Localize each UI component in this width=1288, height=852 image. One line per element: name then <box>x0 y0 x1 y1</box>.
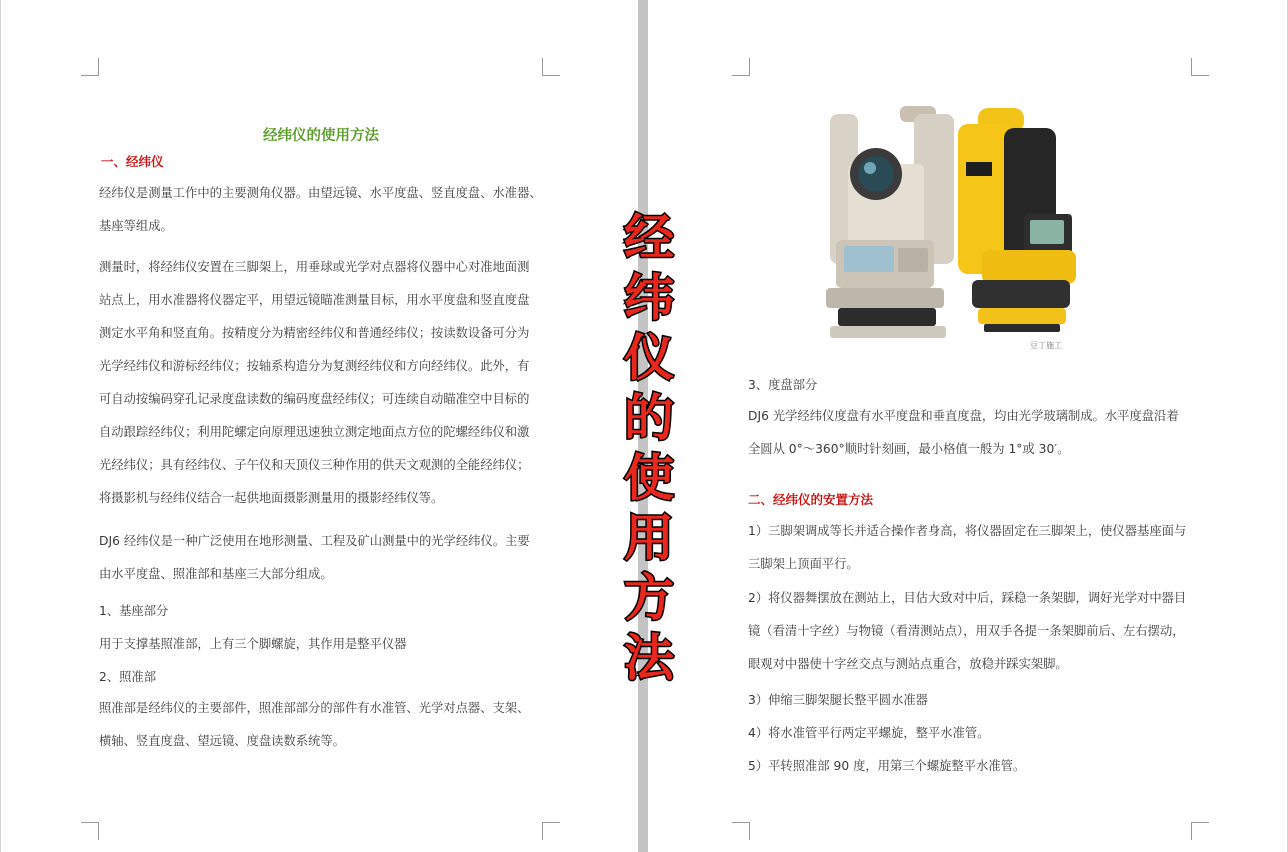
text-line: 三脚架上顶面平行。 <box>748 557 859 571</box>
photo-watermark: 豆丁施工 <box>1030 341 1062 350</box>
subheading-alidade: 2、照准部 <box>99 670 157 684</box>
paragraph-circle <box>748 400 1179 466</box>
overlay-char: 的 <box>624 389 674 447</box>
text-line: 测定水平角和竖直角。按精度分为精密经纬仪和普通经纬仪；按读数设备可分为 <box>99 326 530 340</box>
text-line: 横轴、竖直度盘、望远镜、度盘读数系统等。 <box>99 734 345 748</box>
overlay-char: 仪 <box>624 329 674 387</box>
paragraph-measurement <box>99 251 529 515</box>
text-line: 经纬仪是测量工作中的主要测角仪器。由望远镜、水平度盘、竖直度盘、水准器、 <box>99 186 542 200</box>
text-line: 光经纬仪；具有经纬仪、子午仪和天顶仪三种作用的供天文观测的全能经纬仪； <box>99 458 530 472</box>
crop-mark <box>542 58 560 76</box>
overlay-char: 经 <box>624 209 674 267</box>
text-line: DJ6 光学经纬仪度盘有水平度盘和垂直度盘，均由光学玻璃制成。水平度盘沿着 <box>748 409 1179 423</box>
text-line: 镜（看清十字丝）与物镜（看清测站点），用双手各提一条架脚前后、左右摆动， <box>748 624 1185 638</box>
text-line: 眼观对中器使十字丝交点与测站点重合，放稳并踩实架脚。 <box>748 657 1068 671</box>
step-4: 4）将水准管平行两定平螺旋，整平水准管。 <box>748 726 990 740</box>
subheading-base: 1、基座部分 <box>99 604 169 618</box>
crop-mark <box>81 58 99 76</box>
text-line: 由水平度盘、照准部和基座三大部分组成。 <box>99 567 333 581</box>
overlay-title <box>612 208 686 688</box>
yellow-theodolite-illustration <box>958 108 1076 332</box>
section-heading-setup: 二、经纬仪的安置方法 <box>748 492 874 507</box>
overlay-char: 方 <box>624 569 674 627</box>
crop-mark <box>732 822 750 840</box>
section-heading-theodolite: 一、经纬仪 <box>101 154 164 169</box>
text-base-description: 用于支撑基照准部，上有三个脚螺旋，其作用是整平仪器 <box>99 637 407 651</box>
crop-mark <box>542 822 560 840</box>
text-line: 自动跟踪经纬仪；利用陀螺定向原理迅速独立测定地面点方位的陀螺经纬仪和激 <box>99 425 530 439</box>
crop-mark <box>732 58 750 76</box>
step-5: 5）平转照准部 90 度，用第三个螺旋整平水准管。 <box>748 759 1026 773</box>
text-line: 基座等组成。 <box>99 219 173 233</box>
text-line: 全圆从 0°～360°顺时针刻画，最小格值一般为 1°或 30′。 <box>748 442 1070 456</box>
text-line: 1）三脚架调成等长并适合操作者身高，将仪器固定在三脚架上，使仪器基座面与 <box>748 524 1187 538</box>
step-1 <box>748 515 1186 581</box>
text-line: 测量时，将经纬仪安置在三脚架上，用垂球或光学对点器将仪器中心对准地面测 <box>99 260 530 274</box>
overlay-char: 使 <box>624 449 674 507</box>
crop-mark <box>1191 822 1209 840</box>
text-line: DJ6 经纬仪是一种广泛使用在地形测量、工程及矿山测量中的光学经纬仪。主要 <box>99 534 530 548</box>
text-line: 2）将仪器舞摆放在测站上，目估大致对中后，踩稳一条架脚，调好光学对中器目 <box>748 591 1187 605</box>
step-2 <box>748 582 1186 681</box>
text-line: 光学经纬仪和游标经纬仪；按轴系构造分为复测经纬仪和方向经纬仪。此外，有 <box>99 359 530 373</box>
crop-mark <box>81 822 99 840</box>
beige-theodolite-illustration <box>826 106 954 338</box>
theodolite-photo <box>808 104 1080 356</box>
document-page-left <box>0 0 636 852</box>
overlay-char: 法 <box>624 629 674 687</box>
crop-mark <box>1191 58 1209 76</box>
text-line: 可自动按编码穿孔记录度盘读数的编码度盘经纬仪；可连续自动瞄准空中目标的 <box>99 392 530 406</box>
text-line: 站点上，用水准器将仪器定平，用望远镜瞄准测量目标，用水平度盘和竖直度盘 <box>99 293 530 307</box>
paragraph-dj6 <box>99 525 530 591</box>
text-line: 将摄影机与经纬仪结合一起供地面摄影测量用的摄影经纬仪等。 <box>99 491 444 505</box>
text-line: 照准部是经纬仪的主要部件，照准部部分的部件有水准管、光学对点器、支架、 <box>99 701 530 715</box>
step-3: 3）伸缩三脚架腿长整平圆水准器 <box>748 693 928 707</box>
paragraph-alidade <box>99 692 529 758</box>
subheading-circle: 3、度盘部分 <box>748 378 818 392</box>
overlay-char: 用 <box>624 509 674 567</box>
overlay-char: 纬 <box>624 269 674 327</box>
document-title: 经纬仪的使用方法 <box>263 128 379 144</box>
paragraph-intro <box>99 177 542 243</box>
